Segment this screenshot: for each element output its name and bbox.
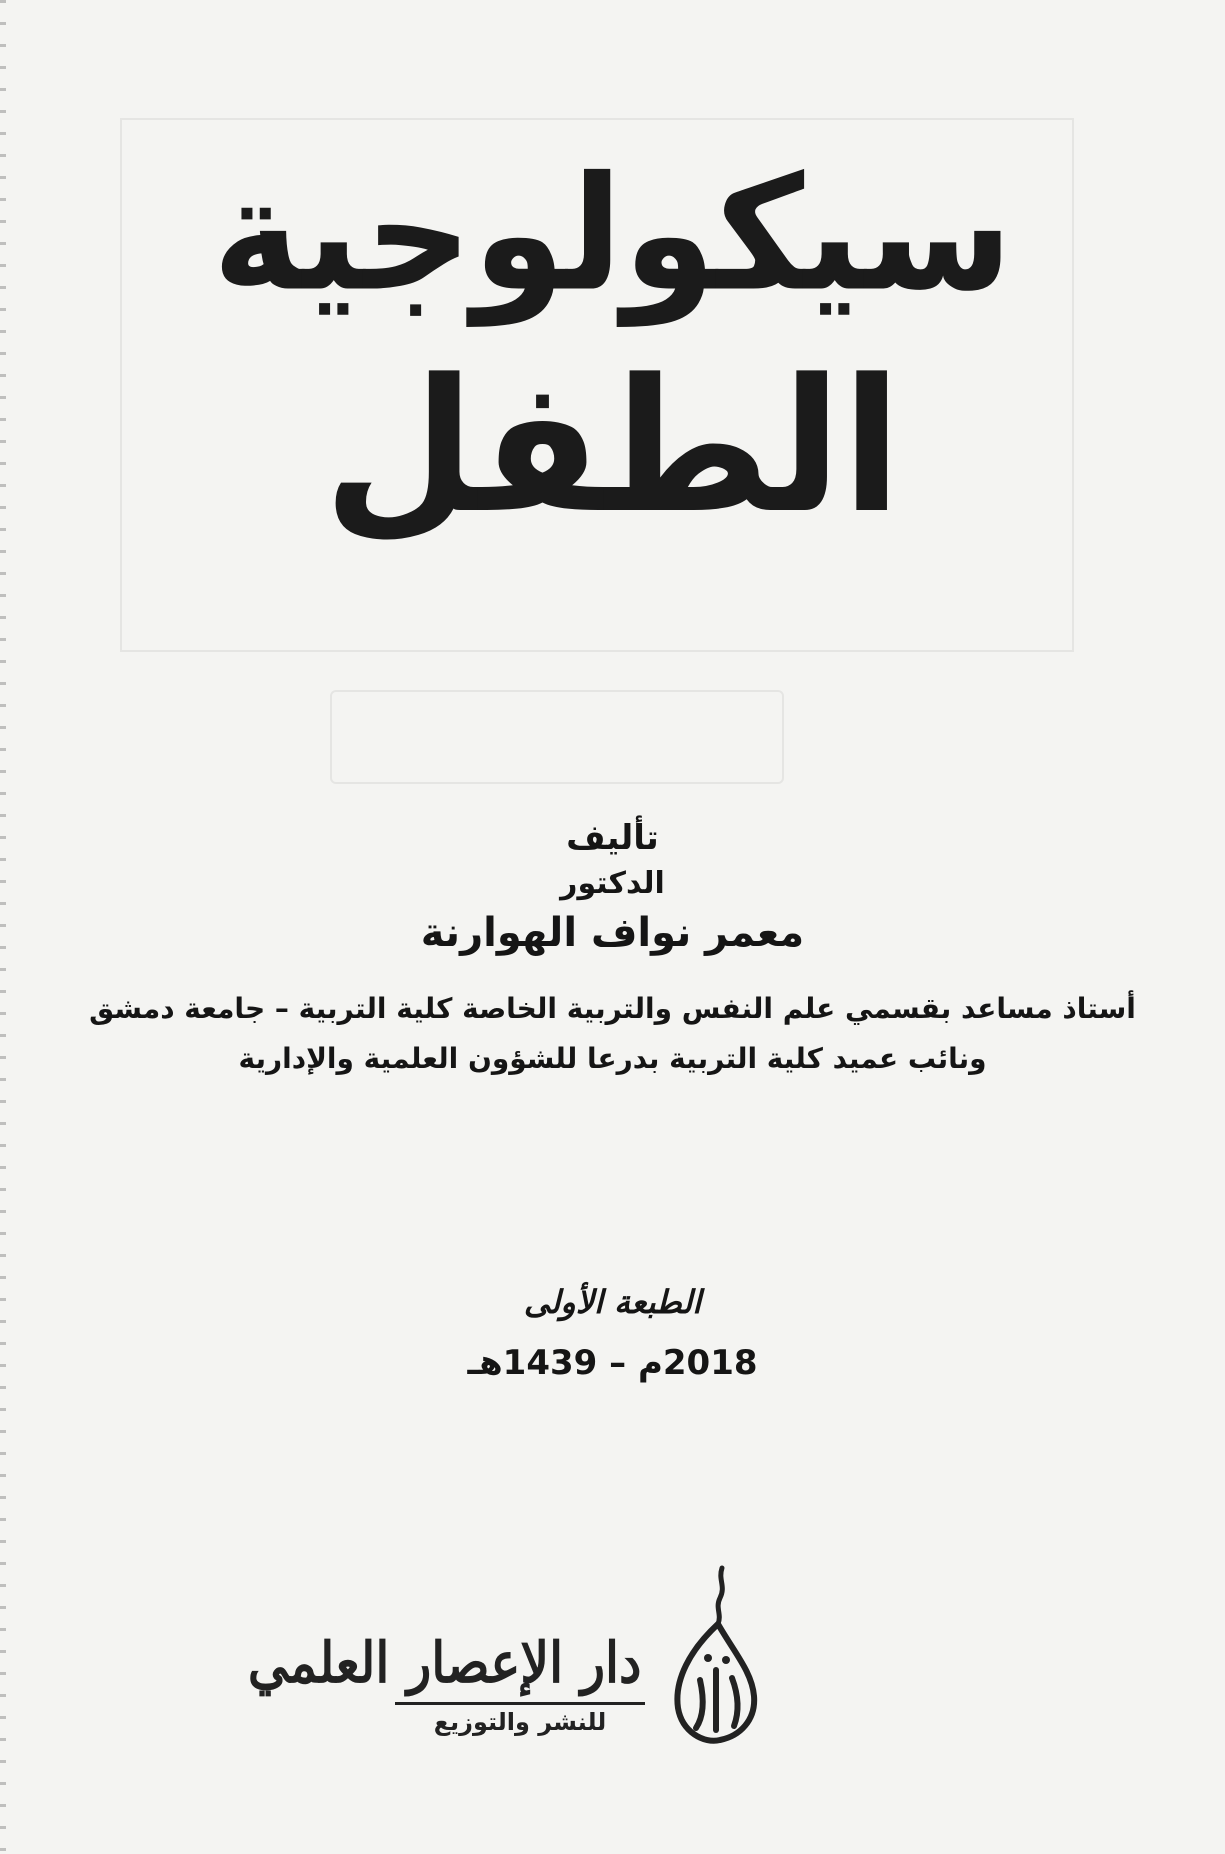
publisher-logo-icon: [660, 1560, 770, 1750]
author-prefix: الدكتور: [560, 866, 665, 901]
book-title-line-1: سيكولوجية: [212, 143, 1013, 327]
book-title-line-2: الطفل: [323, 340, 902, 555]
author-position-1: أستاذ مساعد بقسمي علم النفس والتربية الخاصة كلية التربية – جامعة دمشق: [89, 992, 1136, 1025]
author-name: معمر نواف الهوارنة: [420, 910, 805, 956]
publication-date: 2018م – 1439هـ: [467, 1343, 758, 1383]
author-label: تأليف: [566, 818, 659, 858]
publisher-name: دار الإعصار العلمي: [247, 1630, 642, 1696]
publisher-tagline: للنشر والتوزيع: [433, 1708, 607, 1736]
author-position-2: ونائب عميد كلية التربية بدرعا للشؤون العلمية والإدارية: [238, 1042, 987, 1075]
bleed-through-box: [330, 690, 784, 784]
publisher-underline: [395, 1702, 645, 1705]
edition-label: الطبعة الأولى: [523, 1283, 702, 1321]
